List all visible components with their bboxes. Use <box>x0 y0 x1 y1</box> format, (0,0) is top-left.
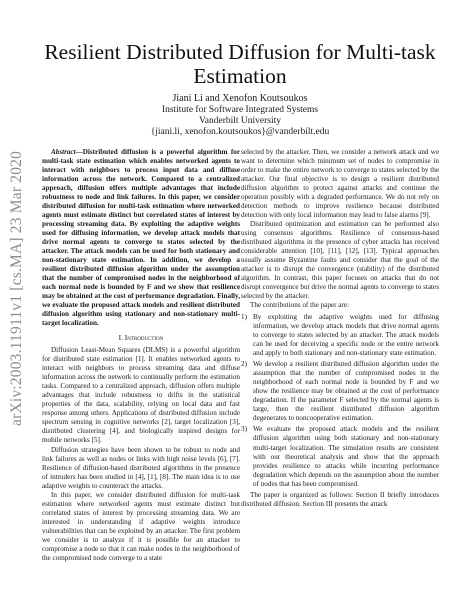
list-item <box>241 425 439 488</box>
list-item-number: 3) <box>241 425 247 434</box>
intro-paragraph-3: In this paper, we consider distributed diffusion for multi-task estimation where networked agents must estimate distinct but correlated states of interest by processing streaming data. We are interested in understanding if adaptive weights introduce vulnerabilities that can be exploited by an attacker. The first problem we consider is to analyze if it is possible for an attacker to compromise a node so that it can make nodes in the neighborhood of the compromised node converge to a state <box>42 490 240 562</box>
intro-paragraph-2: Diffusion strategies have been shown to be robust to node and link failures as well as nodes or links with high noise levels [6], [7]. Resilience of diffusion-based distributed algorithms in the presence of intruders has been studied in [4], [1], [8]. The main idea is to use adaptive weights to counteract the attacks. <box>42 445 240 490</box>
abstract-paragraph <box>42 148 240 328</box>
abstract-label: Abstract <box>51 148 76 156</box>
abstract-text: —Distributed diffusion is a powerful algorithm for multi-task state estimation which enables networked agents to interact with neighbors to process input data and diffuse information across the network. Compared to a centralized approach, diffusion offers multiple advantages that include robustness to node and link failures. In this paper, we consider distributed diffusion for multi-task estimation where networked agents must estimate distinct but correlated states of interest by processing streaming data. By exploiting the adaptive weights used for diffusing information, we develop attack models that drive normal agents to converge to states selected by the attacker. The attack models can be used for both stationary and non-stationary state estimation. In addition, we develop a resilient distributed diffusion algorithm under the assumption that the number of compromised nodes in the neighborhood of each normal node is bounded by F and we show that resilience may be obtained at the cost of performance degradation. Finally, we evaluate the proposed attack models and resilient distributed diffusion algorithm using stationary and non-stationary multi-target localization. <box>42 148 240 328</box>
list-item <box>241 313 439 358</box>
paper-title <box>40 40 440 88</box>
list-item-number: 2) <box>241 360 247 369</box>
right-column <box>241 148 439 509</box>
contributions-intro: The contributions of the paper are: <box>250 301 349 310</box>
author-emails: {jiani.li, xenofon.koutsoukos}@vanderbilt.edu <box>150 127 330 137</box>
paper-title-line-1: Resilient Distributed Diffusion for Multi-task <box>44 40 436 64</box>
right-paragraph-2: Distributed optimization and estimation can be performed also using consensus algorithms. Resilience of consensus-based distributed algorithms in the presence of cyber attacks has received considerable attention [10], [11], [12], [13]. Typical approaches usually assume Byzantine faults and consider that the goal of the attacker is to disrupt the convergence (stability) of the distributed algorithm. In contrast, this paper focuses on attacks that do not disrupt convergence but drive the normal agents to converge to states selected by the attacker. <box>241 220 439 301</box>
list-item <box>241 360 439 423</box>
list-item-text: We develop a resilient distributed diffusion algorithm under the assumption that the number of compromised nodes in the neighborhood of each normal node is bounded by F and we show the resilience may be obtained at the cost of performance degradation. If the parameter F selected by the normal agents is large, then the resilient distributed diffusion algorithm degenerates to noncooperative estimation. <box>253 360 439 423</box>
right-paragraph-4: The paper is organized as follows: Section II briefly introduces distributed diffusion. Section III presents the attack <box>241 490 439 508</box>
affiliation-institute: Institute for Software Integrated Systems <box>161 105 319 115</box>
author-names: Jiani Li and Xenofon Koutsoukos <box>172 93 308 104</box>
list-item-number: 1) <box>241 313 247 322</box>
affiliation-university: Vanderbilt University <box>198 116 282 126</box>
intro-paragraph-1: Diffusion Least-Mean Squares (DLMS) is a powerful algorithm for distributed state estimation [1]. It enables networked agents to interact with neighbors to process streaming data and diffuse information across the network to continually perform the estimation tasks. Compared to a centralized approach, diffusion offers multiple advantages that include robustness to drifts in the statistical properties of the data, scalability, relying on local data and fast response among others. Applications of distributed diffusion include spectrum sensing in cognitive networks [2], target localization [3], distributed clustering [4], and biologically inspired designs for mobile networks [5]. <box>42 346 240 445</box>
author-block <box>40 93 440 138</box>
list-item-text: We evaluate the proposed attack models and the resilient diffusion algorithm using both stationary and non-stationary multi-target localization. The simulation results are consistent with our theoretical analysis and show that the approach provides resilience to attacks while incurring performance degradation which depends on the assumption about the number of nodes that has been compromised. <box>253 425 439 488</box>
right-paragraph-1: selected by the attacker. Then, we consider a network attack and we want to determine which minimum set of nodes to compromise in order to make the entire network to converge to states selected by the attacker. Our final objective is to design a resilient distributed diffusion algorithm to protect against attacks and continue the operation possibly with a degraded performance. We do not rely on detection methods to improve resilience because distributed detection with only local information may lead to false alarms [9]. <box>241 148 439 220</box>
contributions-list <box>241 313 439 488</box>
paper-title-line-2: Estimation <box>193 64 287 88</box>
arxiv-identifier-stamp: arXiv:2003.11911v1 [cs.MA] 23 Mar 2020 <box>8 150 25 426</box>
list-item-text: By exploiting the adaptive weights used for diffusing information, we develop attack models that drive normal agents to converge to states selected by an attacker. The attack models can be used for deceiving a specific node or the entire network and apply to both stationary and non-stationary state estimation. <box>253 313 439 358</box>
section-heading-introduction: I. Introduction <box>118 333 164 343</box>
left-column <box>42 148 240 563</box>
